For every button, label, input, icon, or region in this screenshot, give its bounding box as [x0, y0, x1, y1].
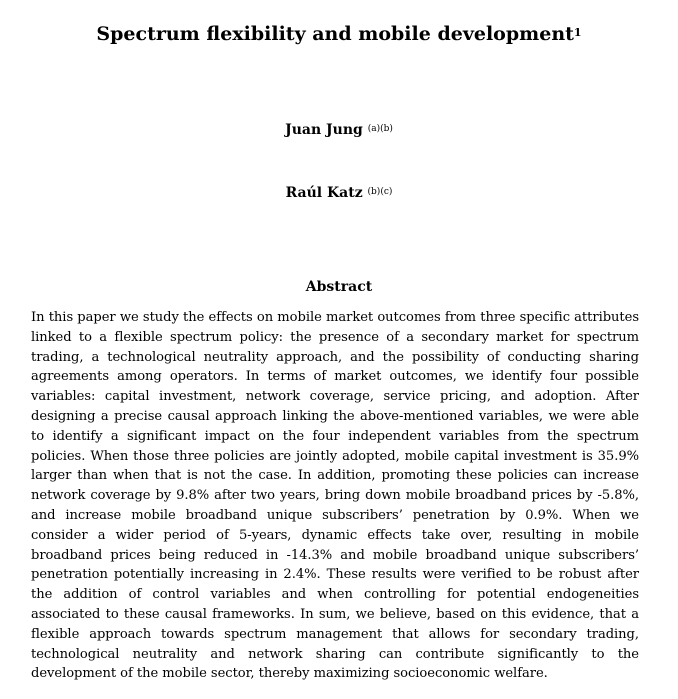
paper-title-text: Spectrum flexibility and mobile development [96, 23, 574, 45]
author-affiliation-marks: (b)(c) [367, 187, 393, 197]
author-juan-jung [0, 121, 678, 139]
author-affiliation-marks: (a)(b) [367, 124, 393, 134]
title-footnote-mark[interactable]: 1 [573, 26, 582, 39]
author-name: Raúl Katz [285, 185, 363, 201]
paper-title [0, 22, 678, 46]
author-raul-katz [0, 184, 678, 202]
abstract-heading: Abstract [305, 279, 373, 295]
abstract-body: In this paper we study the effects on mobile market outcomes from three specific attributes linked to a flexible spectrum policy: the presence of a secondary market for spectrum trading, a technological neutrality approach, and the possibility of conducting sharing agreements among operators. In terms of market outcomes, we identify four possible variables: capital investment, network coverage, service pricing, and adoption. After designing a precise causal approach linking the above-mentioned variables, we were able to identify a significant impact on the four independent variables from the spectrum policies. When those three policies are jointly adopted, mobile capital investment is 35.9% larger than when that is not the case. In addition, promoting these policies can increase network coverage by 9.8% after two years, bring down mobile broadband prices by -5.8%, and increase mobile broadband unique subscribers’ penetration by 0.9%. When we consider a wider period of 5-years, dynamic effects take over, resulting in mobile broadband prices being reduced in -14.3% and mobile broadband unique subscribers’ penetration potentially increasing in 2.4%. These results were verified to be robust after the addition of control variables and when controlling for potential endogeneities associated to these causal frameworks. In sum, we believe, based on this evidence, that a flexible approach towards spectrum management that allows for secondary trading, technological neutrality and network sharing can contribute significantly to the development of the mobile sector, thereby maximizing socioeconomic welfare. [31, 310, 639, 682]
author-name: Juan Jung [285, 122, 363, 138]
